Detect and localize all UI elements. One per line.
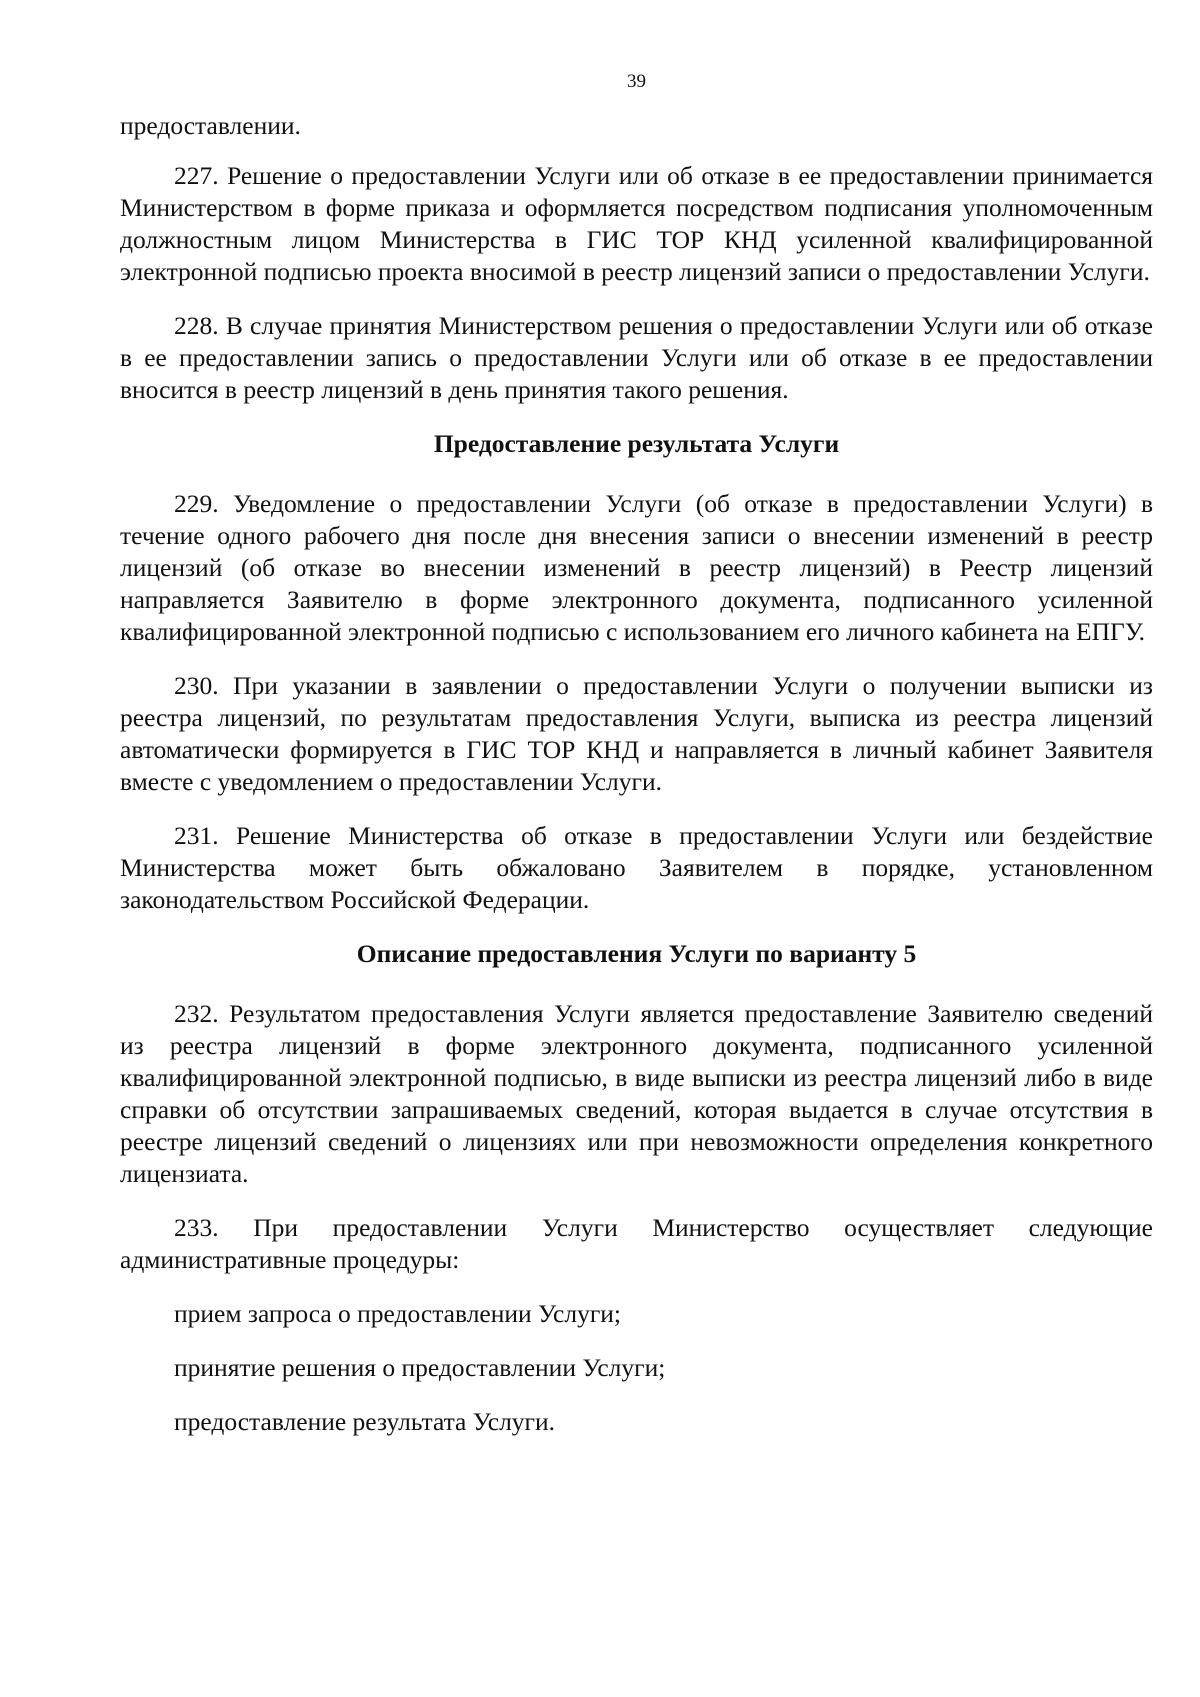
- paragraph-230: 230. При указании в заявлении о предоставлении Услуги о получении выписки из реестра лицензий, по результатам предоставления Услуги, выписка из реестра лицензий автоматически формируется в ГИС ТОР КНД и направляется в личный кабинет Заявителя вместе с уведомлением о предоставлении Услуги.: [120, 671, 1153, 796]
- list-item: принятие решения о предоставлении Услуги;: [174, 1353, 666, 1382]
- document-page: [120, 70, 1153, 1460]
- page-number: 39: [627, 71, 646, 92]
- paragraph-233: 233. При предоставлении Услуги Министерство осуществляет следующие административные процедуры:: [120, 1213, 1153, 1274]
- section-heading-result: Предоставление результата Услуги: [433, 429, 840, 458]
- paragraph-continuation: предоставлении.: [120, 111, 301, 140]
- paragraph-232: 232. Результатом предоставления Услуги является предоставление Заявителю сведений из реестра лицензий в форме электронного документа, подписанного усиленной квалифицированной электронной подписью, в виде выписки из реестра лицензий либо в виде справки об отсутствии запрашиваемых сведений, которая выдается в случае отсутствия в реестре лицензий сведений о лицензиях или при невозможности определения конкретного лицензиата.: [120, 999, 1153, 1188]
- paragraph-231: 231. Решение Министерства об отказе в предоставлении Услуги или бездействие Министерства может быть обжаловано Заявителем в порядке, установленном законодательством Российской Федерации.: [120, 821, 1153, 914]
- list-item: прием запроса о предоставлении Услуги;: [174, 1299, 622, 1328]
- list-item: предоставление результата Услуги.: [174, 1407, 556, 1436]
- paragraph-229: 229. Уведомление о предоставлении Услуги (об отказе в предоставлении Услуги) в течение одного рабочего дня после дня внесения записи о внесении изменений в реестр лицензий (об отказе во внесении изменений в реестр лицензий) в Реестр лицензий направляется Заявителю в форме электронного документа, подписанного усиленной квалифицированной электронной подписью с использованием его личного кабинета на ЕПГУ.: [120, 489, 1153, 646]
- section-heading-variant-5: Описание предоставления Услуги по варианту 5: [356, 939, 917, 968]
- paragraph-228: 228. В случае принятия Министерством решения о предоставлении Услуги или об отказе в ее предоставлении запись о предоставлении Услуги или об отказе в ее предоставлении вносится в реестр лицензий в день принятия такого решения.: [120, 311, 1153, 404]
- paragraph-227: 227. Решение о предоставлении Услуги или об отказе в ее предоставлении принимается Министерством в форме приказа и оформляется посредством подписания уполномоченным должностным лицом Министерства в ГИС ТОР КНД усиленной квалифицированной электронной подписью проекта вносимой в реестр лицензий записи о предоставлении Услуги.: [120, 161, 1153, 286]
